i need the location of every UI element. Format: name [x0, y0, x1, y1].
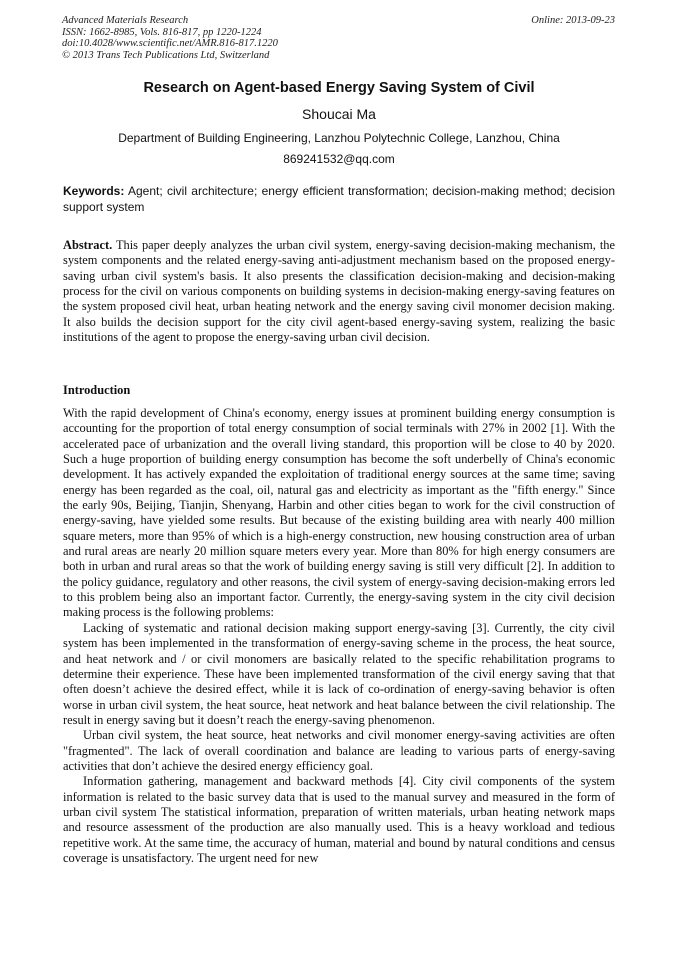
affiliation: Department of Building Engineering, Lanzhou Polytechnic College, Lanzhou, China [118, 131, 560, 145]
online-date: Online: 2013-09-23 [531, 15, 615, 26]
abstract [63, 238, 615, 345]
issn: ISSN: 1662-8985, Vols. 816-817, pp 1220-1224 [62, 26, 262, 38]
paragraph: With the rapid development of China's economy, energy issues at prominent building energy consumption is accounting for the proportion of total energy consumption of social terminals with 27% in 2002 [1]. With the accelerated pace of urbanization and the overall living standard, this proportion will be close to 40 by 2020. Such a huge proportion of building energy consumption has become the soft underbelly of China's economic development. It has actively expanded the exploitation of traditional energy sources at the same time; saving energy has been regarded as the coal, oil, natural gas and electricity as important as the "fifth energy." Since the early 90s, Beijing, Tianjin, Shenyang, Harbin and other cities began to work for the civil construction of energy-saving, have yielded some results. But because of the existing building area with nearly 400 million square meters, more than 95% of which is a high-energy construction, new housing construction area of urban and rural areas are nearly 20 million square meters every year. More than 80% for high energy consumers are both in urban and rural areas so that the work of building energy saving is still very difficult [2]. In addition to the policy guidance, regulatory and other reasons, the civil system of energy-saving decision-making errors led to this problem being also an important factor. Currently, the energy-saving system in the city civil decision making process is the following problems: [63, 406, 615, 620]
keywords-label: Keywords: [63, 184, 125, 198]
keywords-text: Agent; civil architecture; energy efficient transformation; decision-making method; decision support system [63, 184, 616, 214]
abstract-text: This paper deeply analyzes the urban civil system, energy-saving decision-making mechanism, the system components and the related energy-saving anti-adjustment mechanism based on the proposed energy-saving urban civil system's basis. It also presents the classification decision-making and decision-making process for the civil on various components on building systems in decision-making energy-saving features on the system proposed civil heat, urban heating network and the energy saving civil monomer decision making. It also builds the decision support for the city civil agent-based energy-saving system, realizing the basic institutions of the agent to propose the energy-saving urban civil decision. [63, 238, 615, 345]
author-name: Shoucai Ma [302, 106, 376, 122]
copyright: © 2013 Trans Tech Publications Ltd, Switzerland [62, 49, 270, 61]
doi: doi:10.4028/www.scientific.net/AMR.816-817.1220 [62, 38, 278, 49]
section-heading: Introduction [63, 383, 131, 397]
paragraph: Urban civil system, the heat source, heat networks and civil monomer energy-saving activities are often "fragmented". The lack of overall coordination and balance are leading to various parts of energy-saving activities that don’t achieve the desired energy efficiency goal. [63, 728, 615, 773]
journal-meta [62, 15, 278, 61]
paragraph: Lacking of systematic and rational decision making support energy-saving [3]. Currently, the city civil system has been implemented in the transformation of energy-saving scheme in the process, the heat source, and heat network and / or civil monomers are basically related to the specific rehabilitation programs to determine their experience. These have been implemented transformation of the civil energy saving that that often doesn’t achieve the desired effect, while it is lack of co-ordination of energy-saving behavior is often worse in urban civil system, the heat source, heat network and heat balance between the civil relationship. The result in energy saving but it doesn’t reach the energy-saving phenomenon. [63, 620, 615, 727]
paper-title: Research on Agent-based Energy Saving System of Civil [143, 80, 535, 96]
keywords [63, 184, 615, 215]
introduction-body [63, 406, 615, 866]
paragraph: Information gathering, management and backward methods [4]. City civil components of the system information is related to the basic survey data that is used to the manual survey and measured in the form of urban civil system The statistical information, preparation of written materials, urban heating network maps and resource assessment of the production are also manually used. This is a heavy workload and tedious repetitive work. At the same time, the accuracy of human, material and bound by natural conditions and census coverage is unsatisfactory. The urgent need for new [63, 774, 615, 865]
author-email: 869241532@qq.com [283, 152, 395, 166]
journal-name: Advanced Materials Research [62, 15, 189, 26]
abstract-label: Abstract. [63, 238, 113, 252]
